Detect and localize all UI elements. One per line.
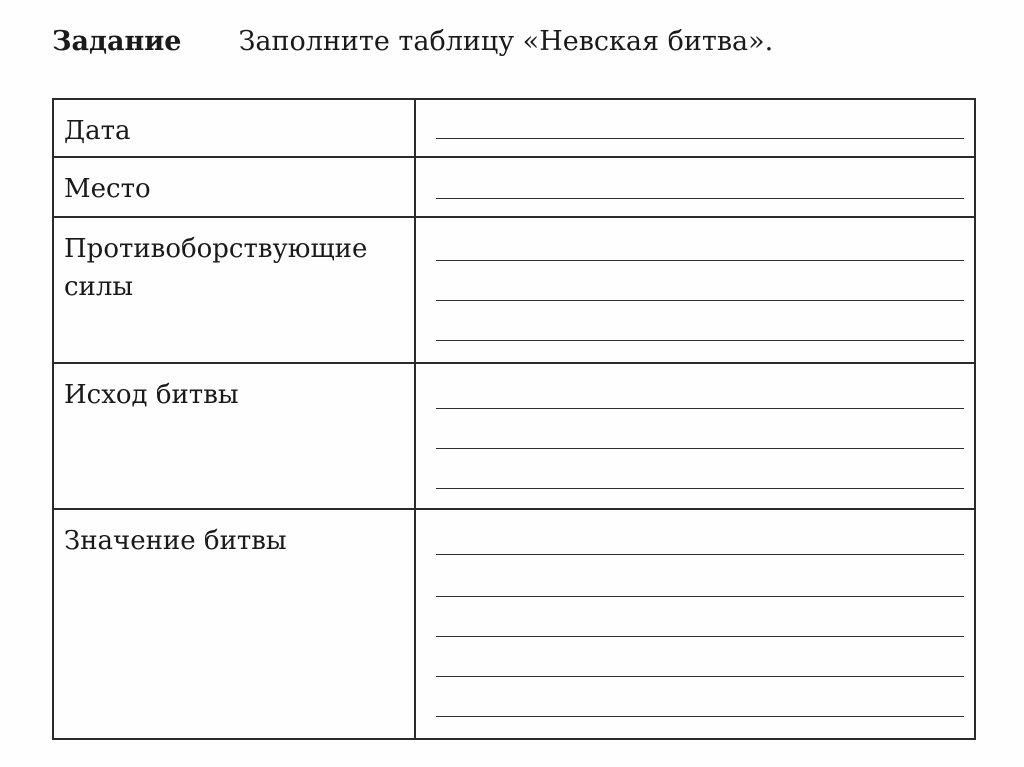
row-label-significance: Значение битвы [53, 509, 415, 739]
row-label-place: Место [53, 157, 415, 217]
answer-line[interactable] [436, 260, 964, 261]
answer-line[interactable] [436, 300, 964, 301]
row-label-outcome: Исход битвы [53, 363, 415, 509]
answer-lines-outcome[interactable] [415, 363, 975, 509]
table-row-place [53, 157, 975, 217]
answer-lines-date[interactable] [415, 99, 975, 157]
answer-line[interactable] [436, 448, 964, 449]
answer-line[interactable] [436, 596, 964, 597]
battle-table [52, 98, 976, 740]
table-row-significance [53, 509, 975, 739]
answer-line[interactable] [436, 408, 964, 409]
answer-line[interactable] [436, 198, 964, 199]
answer-lines-forces[interactable] [415, 217, 975, 363]
answer-line[interactable] [436, 554, 964, 555]
row-label-date: Дата [53, 99, 415, 157]
answer-line[interactable] [436, 340, 964, 341]
answer-lines-place[interactable] [415, 157, 975, 217]
task-header [52, 22, 773, 62]
table-row-outcome [53, 363, 975, 509]
answer-line[interactable] [436, 676, 964, 677]
table-row-date [53, 99, 975, 157]
answer-line[interactable] [436, 488, 964, 489]
row-label-forces: Противоборствующие силы [53, 217, 415, 363]
answer-line[interactable] [436, 716, 964, 717]
answer-lines-significance[interactable] [415, 509, 975, 739]
task-label: Задание [52, 26, 182, 57]
task-instruction: Заполните таблицу «Невская битва». [238, 26, 774, 57]
answer-line[interactable] [436, 138, 964, 139]
answer-line[interactable] [436, 636, 964, 637]
table-row-forces [53, 217, 975, 363]
